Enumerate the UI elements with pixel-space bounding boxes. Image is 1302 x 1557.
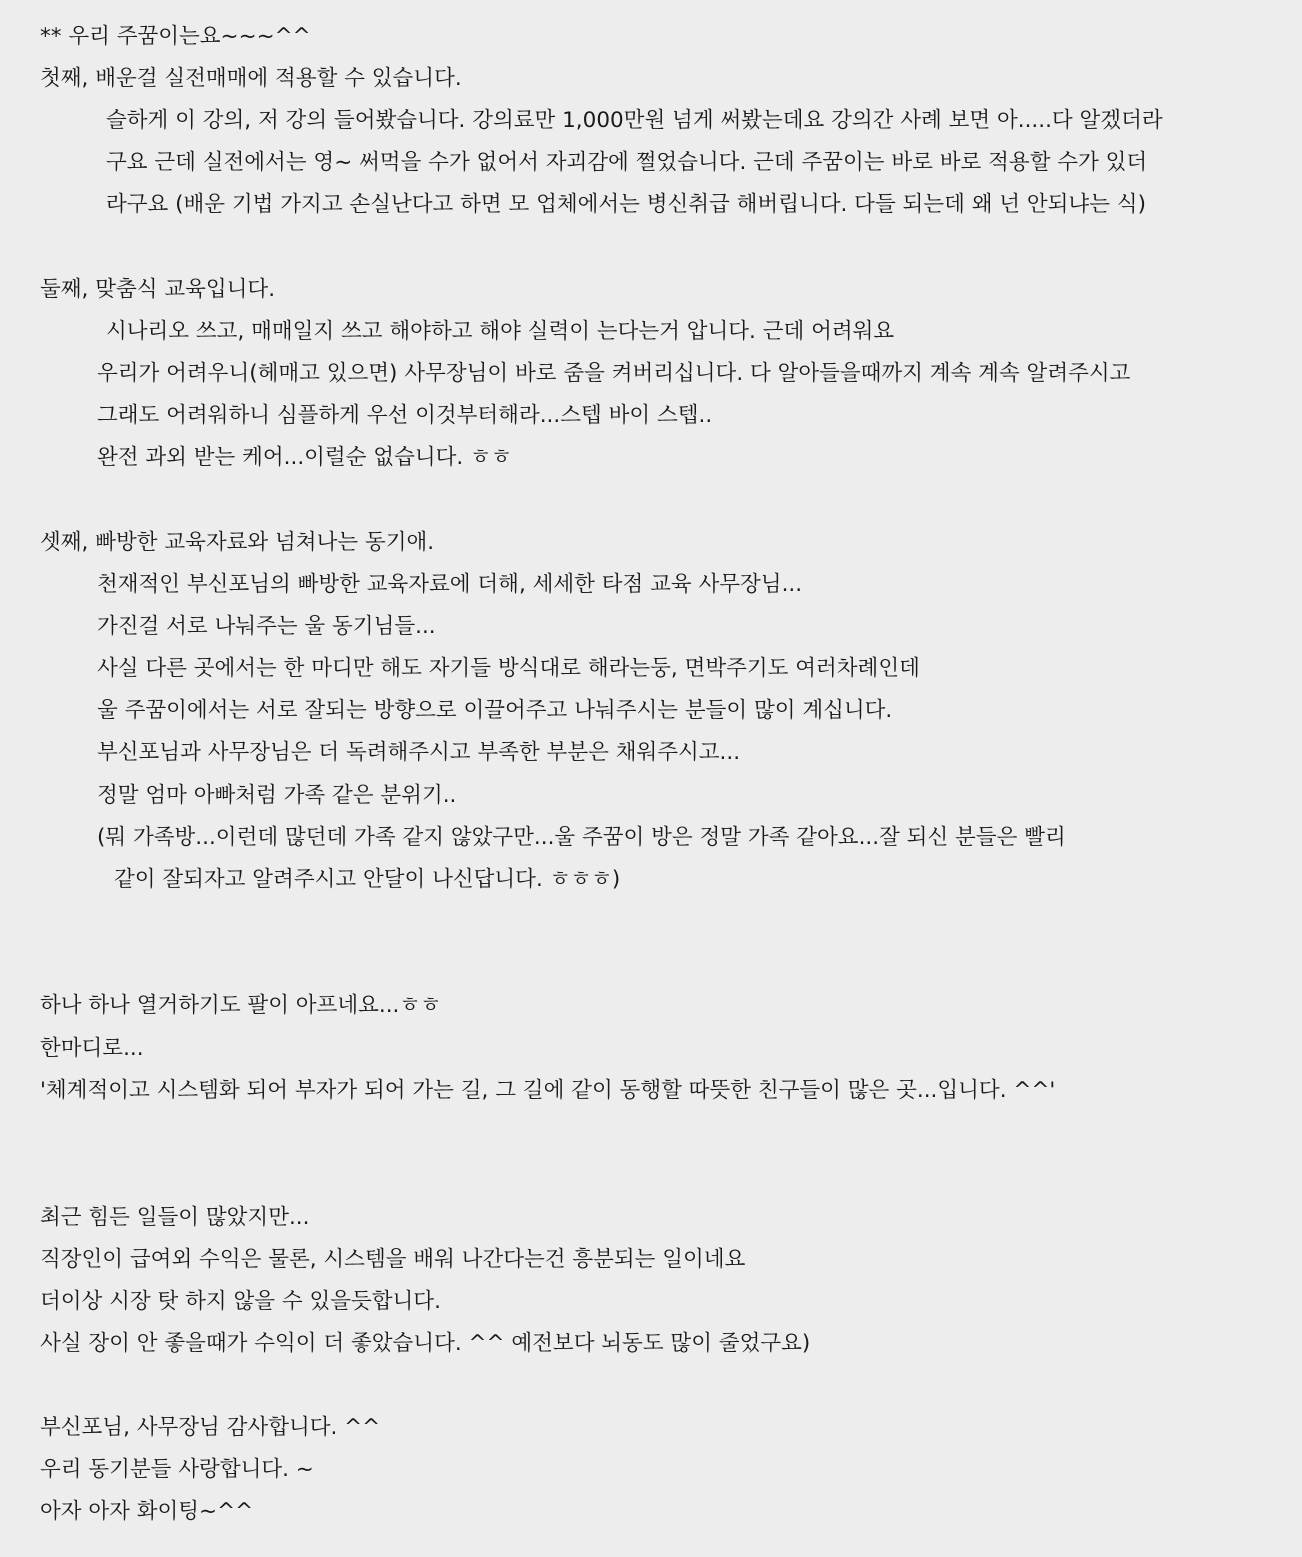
summary-line: 하나 하나 열거하기도 팔이 아프네요...ㅎㅎ <box>40 993 441 1018</box>
third-point-line: 천재적인 부신포님의 빠방한 교육자료에 더해, 세세한 타점 교육 사무장님... <box>97 572 803 597</box>
third-point-line: (뭐 가족방...이런데 많던데 가족 같지 않았구만...울 주꿈이 방은 정말 가족 같아요...잘 되신 분들은 빨리 <box>97 825 1066 850</box>
second-point-line: 그래도 어려워하니 심플하게 우선 이것부터해라...스텝 바이 스텝.. <box>97 403 713 428</box>
third-point-line: 정말 엄마 아빠처럼 가족 같은 분위기.. <box>97 783 457 808</box>
third-point-line: 가진걸 서로 나눠주는 울 동기님들... <box>97 614 436 639</box>
first-point-line: 라구요 (배운 기법 가지고 손실난다고 하면 모 업체에서는 병신취급 해버립니다. 다들 되는데 왜 넌 안되냐는 식) <box>106 192 1146 217</box>
third-point-line: 울 주꿈이에서는 서로 잘되는 방향으로 이끌어주고 나눠주시는 분들이 많이 계십니다. <box>97 698 893 723</box>
first-point-line: 슬하게 이 강의, 저 강의 들어봤습니다. 강의료만 1,000만원 넘게 써봤는데요 강의간 사례 보면 아.....다 알겠더라 <box>106 108 1163 133</box>
third-point-line: 부신포님과 사무장님은 더 독려해주시고 부족한 부분은 채워주시고... <box>97 740 741 765</box>
intro-heading: ** 우리 주꿈이는요~~~^^ <box>40 24 311 49</box>
third-point-heading: 셋째, 빠방한 교육자료와 넘쳐나는 동기애. <box>40 530 435 555</box>
second-point-heading: 둘째, 맞춤식 교육입니다. <box>40 277 276 302</box>
closing-line: 더이상 시장 탓 하지 않을 수 있을듯합니다. <box>40 1289 441 1314</box>
second-point-line: 완전 과외 받는 케어...이럴순 없습니다. ㅎㅎ <box>97 445 512 470</box>
closing-line: 사실 장이 안 좋을때가 수익이 더 좋았습니다. ^^ 예전보다 뇌동도 많이 줄었구요) <box>40 1331 811 1356</box>
first-point-line: 구요 근데 실전에서는 영~ 써먹을 수가 없어서 자괴감에 쩔었습니다. 근데 주꿈이는 바로 바로 적용할 수가 있더 <box>106 150 1148 175</box>
closing-line: 최근 힘든 일들이 많았지만... <box>40 1205 310 1230</box>
second-point-line: 시나리오 쓰고, 매매일지 쓰고 해야하고 해야 실력이 는다는거 압니다. 근데 어려워요 <box>106 319 895 344</box>
thanks-line: 우리 동기분들 사랑합니다. ~ <box>40 1457 314 1482</box>
third-point-line: 같이 잘되자고 알려주시고 안달이 나신답니다. ㅎㅎㅎ) <box>114 867 621 892</box>
second-point-line: 우리가 어려우니(헤매고 있으면) 사무장님이 바로 줌을 켜버리십니다. 다 알아들을때까지 계속 계속 알려주시고 <box>97 361 1131 386</box>
third-point-line: 사실 다른 곳에서는 한 마디만 해도 자기들 방식대로 해라는둥, 면박주기도 여러차례인데 <box>97 656 920 681</box>
summary-line: 한마디로... <box>40 1036 144 1061</box>
thanks-line: 부신포님, 사무장님 감사합니다. ^^ <box>40 1415 381 1440</box>
summary-quote: '체계적이고 시스템화 되어 부자가 되어 가는 길, 그 길에 같이 동행할 따뜻한 친구들이 많은 곳...입니다. ^^' <box>40 1078 1056 1103</box>
sign-off-line: 아자 아자 화이팅~^^ <box>40 1499 254 1524</box>
closing-line: 직장인이 급여외 수익은 물론, 시스템을 배워 나간다는건 흥분되는 일이네요 <box>40 1247 746 1272</box>
first-point-heading: 첫째, 배운걸 실전매매에 적용할 수 있습니다. <box>40 66 462 91</box>
